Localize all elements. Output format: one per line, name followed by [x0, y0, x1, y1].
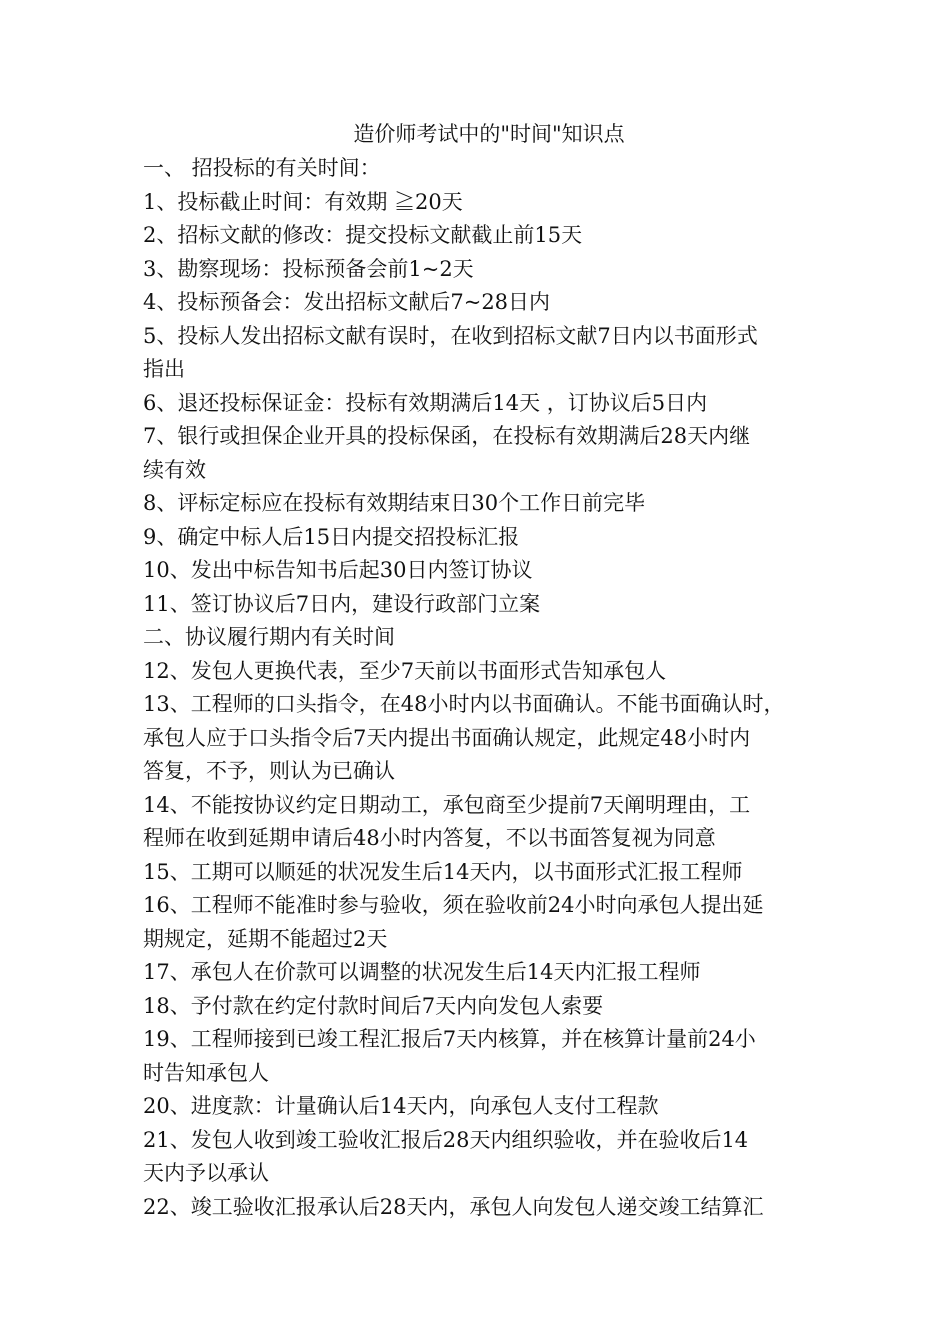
text-line: 7、银行或担保企业开具的投标保函，在投标有效期满后28天内继	[143, 424, 751, 448]
text-line: 22、竣工验收汇报承认后28天内，承包人向发包人递交竣工结算汇	[143, 1194, 764, 1219]
text-line: 指出	[143, 357, 185, 381]
text-line: 18、予付款在约定付款时间后7天内向发包人索要	[143, 993, 604, 1018]
document-text	[143, 152, 823, 1224]
text-line: 程师在收到延期申请后48小时内答复，不以书面答复视为同意	[143, 826, 716, 850]
text-line: 21、发包人收到竣工验收汇报后28天内组织验收，并在验收后14	[143, 1127, 749, 1152]
text-line: 时告知承包人	[143, 1060, 269, 1085]
text-line: 1、投标截止时间：有效期 ≧20天	[143, 189, 463, 214]
text-line: 14、不能按协议约定日期动工，承包商至少提前7天阐明理由，工	[143, 792, 751, 817]
text-line: 13、工程师的口头指令，在48小时内以书面确认。不能书面确认时，	[143, 692, 785, 716]
text-line: 19、工程师接到已竣工程汇报后7天内核算，并在核算计量前24小	[143, 1027, 756, 1051]
text-line: 3、勘察现场：投标预备会前1~2天	[143, 256, 474, 281]
text-line: 10、发出中标告知书后起30日内签订协议	[143, 558, 533, 582]
text-line: 期规定，延期不能超过2天	[143, 926, 388, 951]
text-line: 5、投标人发出招标文献有误时，在收到招标文献7日内以书面形式	[143, 323, 758, 348]
text-line: 续有效	[143, 457, 206, 482]
text-line: 承包人应于口头指令后7天内提出书面确认规定，此规定48小时内	[143, 725, 751, 750]
text-line: 20、进度款：计量确认后14天内，向承包人支付工程款	[143, 1094, 659, 1118]
text-line: 2、招标文献的修改：提交投标文献截止前15天	[143, 223, 583, 247]
text-line: 天内予以承认	[143, 1161, 269, 1185]
text-line: 17、承包人在价款可以调整的状况发生后14天内汇报工程师	[143, 960, 701, 984]
text-line: 答复，不予，则认为已确认	[143, 759, 395, 783]
text-line: 4、投标预备会：发出招标文献后7~28日内	[143, 290, 551, 314]
text-line: 6、退还投标保证金：投标有效期满后14天 ，订协议后5日内	[143, 390, 708, 415]
text-line: 15、工期可以顺延的状况发生后14天内，以书面形式汇报工程师	[143, 859, 743, 884]
text-line: 16、工程师不能准时参与验收，须在验收前24小时向承包人提出延	[143, 893, 764, 917]
section-heading-bidding: 一、 招投标的有关时间：	[143, 156, 381, 180]
text-line: 8、评标定标应在投标有效期结束日30个工作日前完毕	[143, 491, 646, 515]
text-line: 11、签订协议后7日内，建设行政部门立案	[143, 591, 541, 616]
document-title: 造价师考试中的"时间"知识点	[353, 122, 625, 146]
section-heading-contract: 二、协议履行期内有关时间	[143, 625, 395, 649]
document-body	[143, 116, 823, 1224]
text-line: 9、确定中标人后15日内提交招投标汇报	[143, 524, 520, 549]
text-line: 12、发包人更换代表，至少7天前以书面形式告知承包人	[143, 658, 667, 683]
